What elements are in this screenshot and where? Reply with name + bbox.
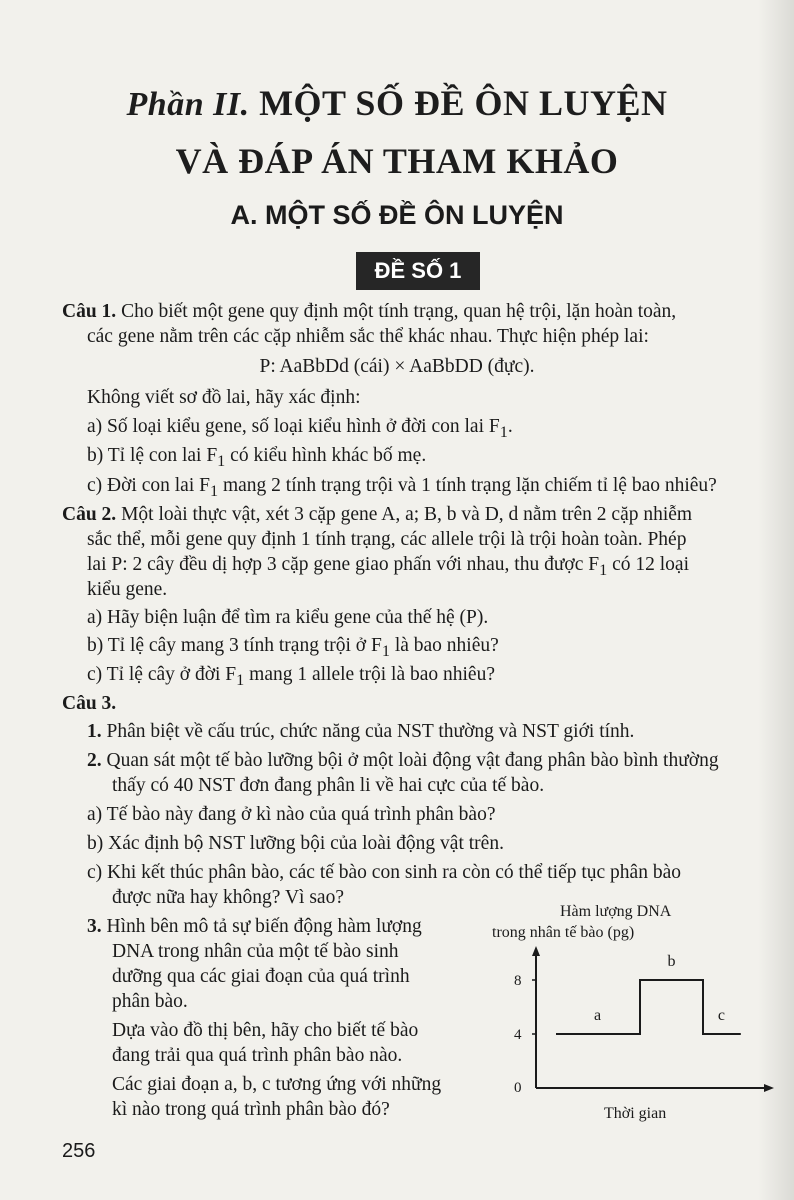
q1-b-end: có kiểu hình khác bố mẹ.: [225, 445, 427, 466]
q2-c: [87, 663, 495, 692]
q1-a: [87, 415, 513, 444]
q2-line1: [62, 503, 692, 527]
exam-badge: ĐỀ SỐ 1: [356, 252, 480, 290]
q2-b-text: b) Tỉ lệ cây mang 3 tính trạng trội ở F: [87, 635, 382, 656]
y-axis-arrow: [532, 946, 540, 956]
chart-ticks: [514, 973, 536, 1096]
q3-part3-line8: kì nào trong quá trình phân bào đó?: [112, 1099, 390, 1120]
q2-line3a: lai P: 2 cây đều dị hợp 3 cặp gene giao phấn với nhau, thu được F: [87, 554, 600, 575]
q1-c-text: c) Đời con lai F: [87, 475, 210, 496]
q1-c: [87, 474, 717, 503]
segment-label-a: a: [594, 1007, 602, 1024]
section-heading: A. MỘT SỐ ĐỀ ÔN LUYỆN: [230, 200, 564, 230]
q1-a-end: .: [507, 416, 513, 437]
q1-a-text: a) Số loại kiểu gene, số loại kiểu hình ở đời con lai F: [87, 416, 500, 437]
chart-ylabel-line2: trong nhân tế bào (pg): [492, 924, 635, 941]
q1-cross: P: AaBbDd (cái) × AaBbDD (đực).: [259, 356, 535, 377]
sub: 1: [499, 422, 508, 441]
q3-p2-text1: Quan sát một tế bào lưỡng bội ở một loài động vật đang phân bào bình thường: [106, 750, 719, 771]
q2-line2: sắc thể, mỗi gene quy định 1 tính trạng, các allele trội là trội hoàn toàn. Phép: [87, 529, 687, 550]
q3-a: a) Tế bào này đang ở kì nào của quá trình phân bào?: [87, 804, 496, 825]
q1-label: Câu 1.: [62, 301, 117, 322]
chart-ylabel-line1: Hàm lượng DNA: [560, 903, 672, 920]
q3-c-line2: được nữa hay không? Vì sao?: [112, 887, 344, 908]
q3-part2-line1: [87, 749, 719, 773]
sub: 1: [236, 670, 245, 689]
q2-b: [87, 634, 499, 663]
q1-b-text: b) Tỉ lệ con lai F: [87, 445, 218, 466]
q3-part3-line3: dưỡng qua các giai đoạn của quá trình: [112, 966, 410, 987]
q1-text1: Cho biết một gene quy định một tính trạng, quan hệ trội, lặn hoàn toàn,: [121, 301, 677, 322]
q2-line4: kiểu gene.: [87, 579, 168, 600]
q1-b: [87, 444, 426, 473]
q3-p2-num: 2.: [87, 750, 102, 771]
q2-label: Câu 2.: [62, 504, 117, 525]
q2-c-text: c) Tỉ lệ cây ở đời F: [87, 664, 237, 685]
q3-part2-line2: thấy có 40 NST đơn đang phân li về hai cực của tế bào.: [112, 775, 545, 796]
sub: 1: [217, 451, 226, 470]
part-title-line1: [0, 82, 794, 124]
q3-part1: [87, 720, 634, 744]
q3-p3-text1: Hình bên mô tả sự biến động hàm lượng: [106, 916, 422, 937]
y-tick-label: 0: [514, 1080, 522, 1096]
dna-content-chart: [492, 896, 782, 1136]
segment-label-c: c: [717, 1007, 726, 1024]
title-text-line1: MỘT SỐ ĐỀ ÔN LUYỆN: [259, 83, 668, 123]
chart-xlabel: Thời gian: [604, 1105, 667, 1122]
series-line: [556, 980, 741, 1034]
sub: 1: [599, 560, 608, 579]
q3-c-line1: c) Khi kết thúc phân bào, các tế bào con sinh ra còn có thể tiếp tục phân bào: [87, 862, 681, 883]
q3-p1-num: 1.: [87, 721, 102, 742]
q2-b-end: là bao nhiêu?: [389, 635, 499, 656]
q3-part3-line4: phân bào.: [112, 991, 188, 1012]
y-tick-label: 4: [514, 1027, 522, 1043]
q2-c-end: mang 1 allele trội là bao nhiêu?: [244, 664, 495, 685]
q3-p3-num: 3.: [87, 916, 102, 937]
page-number: 256: [62, 1140, 96, 1162]
q1-c-end: mang 2 tính trạng trội và 1 tính trạng lặn chiếm tỉ lệ bao nhiêu?: [218, 475, 717, 496]
q2-line3: [87, 553, 689, 582]
q3-part3-line7: Các giai đoạn a, b, c tương ứng với những: [112, 1074, 442, 1095]
chart-axes: [532, 946, 774, 1092]
q3-p1-text: Phân biệt về cấu trúc, chức năng của NST thường và NST giới tính.: [106, 721, 635, 742]
q1-intro: Không viết sơ đồ lai, hãy xác định:: [87, 387, 361, 408]
sub: 1: [381, 641, 390, 660]
q3-part3-line5: Dựa vào đồ thị bên, hãy cho biết tế bào: [112, 1020, 419, 1041]
y-tick-label: 8: [514, 973, 522, 989]
q3-part3-line6: đang trải qua quá trình phân bào nào.: [112, 1045, 403, 1066]
q3-part3-line1: [87, 915, 422, 939]
q2-text1: Một loài thực vật, xét 3 cặp gene A, a; B, b và D, d nằm trên 2 cặp nhiễm: [121, 504, 693, 525]
q2-line3b: có 12 loại: [607, 554, 690, 575]
q1-line1: [62, 300, 784, 324]
q3-b: b) Xác định bộ NST lưỡng bội của loài động vật trên.: [87, 833, 504, 854]
segment-label-b: b: [667, 953, 676, 970]
chart-series: [556, 953, 741, 1034]
part-label: Phần II.: [126, 86, 250, 123]
sub: 1: [209, 481, 219, 500]
q1-line2: các gene nằm trên các cặp nhiễm sắc thể khác nhau. Thực hiện phép lai:: [87, 326, 649, 347]
q3-label: Câu 3.: [62, 693, 117, 714]
q2-a: a) Hãy biện luận để tìm ra kiểu gene của thế hệ (P).: [87, 607, 489, 628]
x-axis-arrow: [764, 1084, 774, 1092]
q3-part3-line2: DNA trong nhân của một tế bào sinh: [112, 941, 399, 962]
part-title-line2: VÀ ĐÁP ÁN THAM KHẢO: [175, 141, 619, 181]
